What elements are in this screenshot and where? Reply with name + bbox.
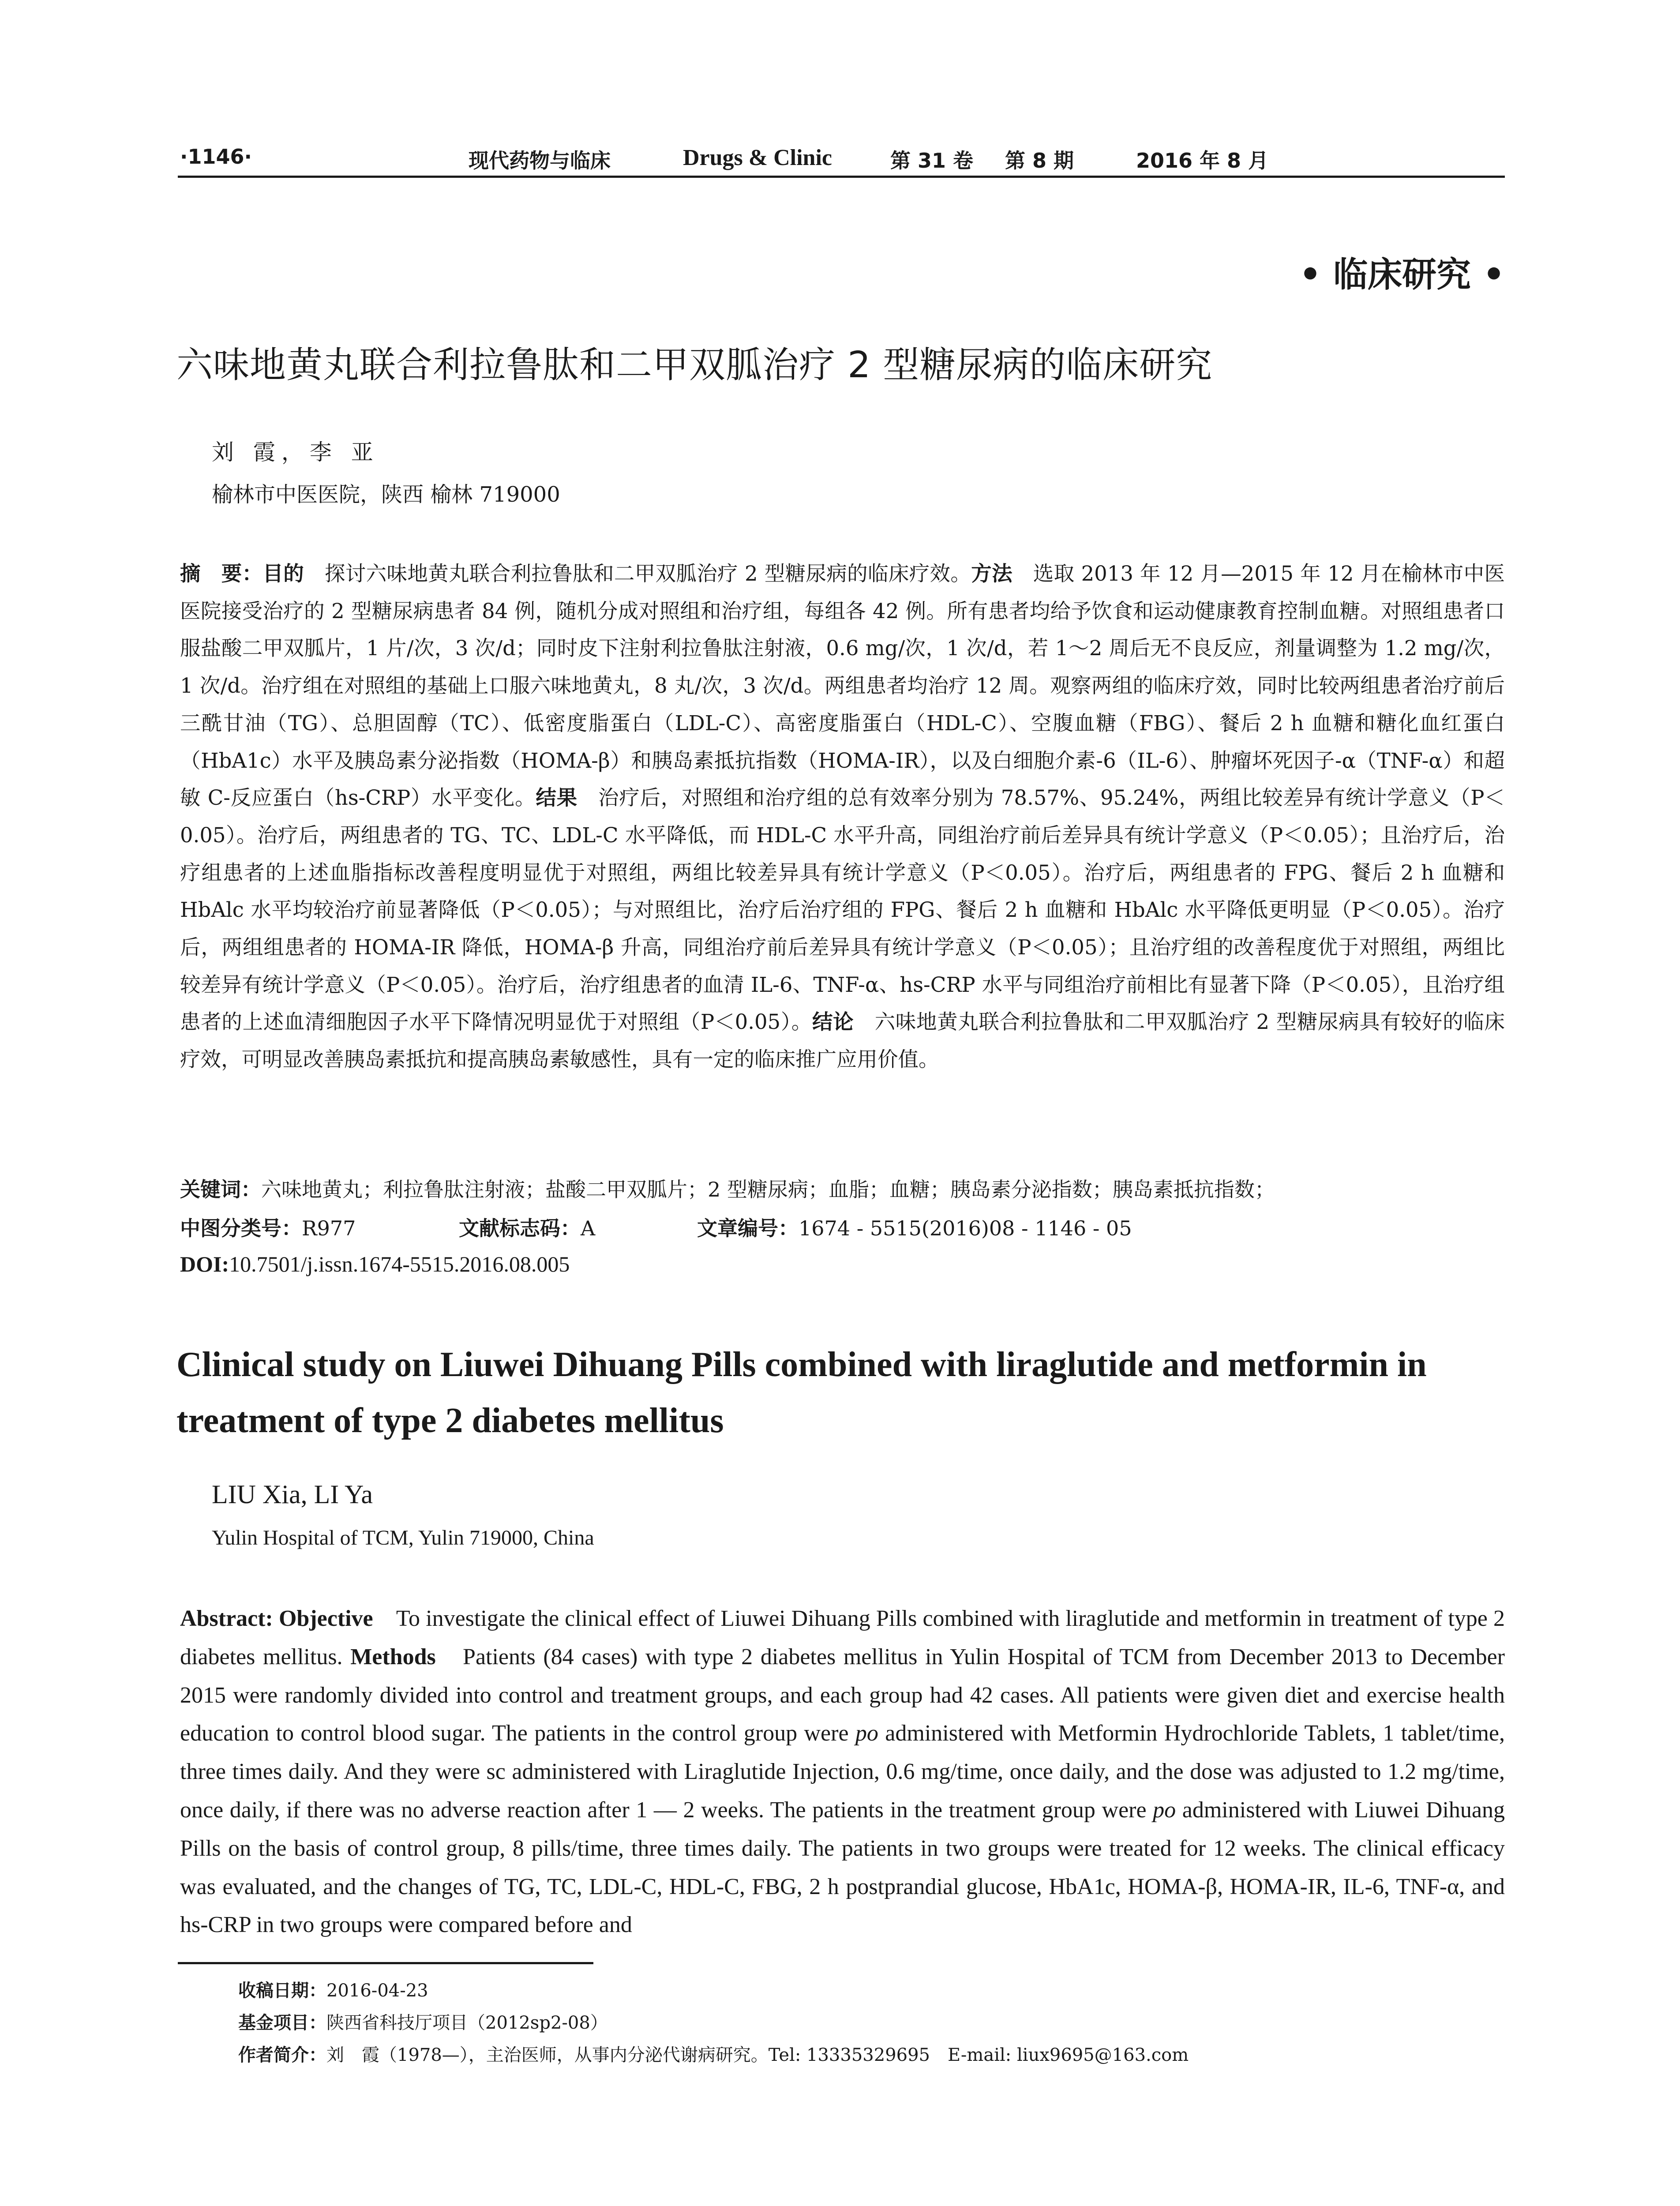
journal-name-en: Drugs & Clinic	[683, 145, 832, 170]
fund-text: 陕西省科技厅项目（2012sp2-08）	[326, 2013, 608, 2033]
article-title-cn: 六味地黄丸联合利拉鲁肽和二甲双胍治疗 2 型糖尿病的临床研究	[176, 344, 1213, 386]
abstract-label-cn: 摘 要：	[180, 562, 263, 585]
article-title-en: Clinical study on Liuwei Dihuang Pills combined with liraglutide and metformin in treatment of type 2 diabetes mellitus	[176, 1345, 1427, 1440]
keywords-label: 关键词：	[180, 1178, 261, 1201]
issue-date: 2016 年 8 月	[1136, 149, 1269, 173]
footnote-fund	[238, 2009, 608, 2034]
po-term-2: po	[1153, 1797, 1176, 1823]
footnote-rule	[178, 1962, 593, 1964]
article-number-value: 1674 - 5515(2016)08 - 1146 - 05	[799, 1216, 1132, 1240]
doc-code-label: 文献标志码：	[459, 1216, 581, 1240]
doi-link[interactable]: 10.7501/j.issn.1674-5515.2016.08.005	[229, 1252, 570, 1276]
conclusion-label-cn: 结论	[812, 1010, 854, 1034]
page-number: ·1146·	[180, 145, 252, 169]
article-number-line	[697, 1212, 1132, 1242]
methods-label-en: Methods	[350, 1644, 436, 1670]
doi-line	[180, 1251, 570, 1277]
affiliation-cn: 榆林市中医医院，陕西 榆林 719000	[212, 482, 560, 507]
methods-label-cn: 方法	[971, 562, 1012, 585]
footnote-received	[238, 1977, 428, 2002]
objective-text-cn: 探讨六味地黄丸联合利拉鲁肽和二甲双胍治疗 2 型糖尿病的临床疗效。	[304, 562, 971, 585]
volume: 第 31 卷	[890, 149, 974, 173]
clc-value: R977	[302, 1216, 356, 1240]
methods-text-cn: 选取 2013 年 12 月—2015 年 12 月在榆林市中医医院接受治疗的 2 型糖尿病患者 84 例，随机分成对照组和治疗组，每组各 42 例。所有患者均给予饮食和运动健康教育控制血糖。对照组患者口服盐酸二甲双胍片，1 片/次，3 次/d；同时皮下注射利拉鲁肽注射液，0.6 mg/次，1 次/d，若 1～2 周后无不良反应，剂量调整为 1.2 mg/次，1 次/d。治疗组在对照组的基础上口服六味地黄丸，8 丸/次，3 次/d。两组患者均治疗 12 周。观察两组的临床疗效，同时比较两组患者治疗前后三酰甘油（TG）、总胆固醇（TC）、低密度脂蛋白（LDL-C）、高密度脂蛋白（HDL-C）、空腹血糖（FBG）、餐后 2 h 血糖和糖化血红蛋白（HbA1c）水平及胰岛素分泌指数（HOMA-β）和胰岛素抵抗指数（HOMA-IR），以及白细胞介素-6（IL-6）、肿瘤坏死因子-α（TNF-α）和超敏 C-反应蛋白（hs-CRP）水平变化。	[180, 562, 1505, 810]
author-bio-label: 作者简介：	[238, 2045, 326, 2065]
footnote-author	[238, 2041, 1189, 2066]
methods-text-en-c: administered with Liuwei Dihuang Pills on the basis of control group, 8 pills/time, three times daily. The patients in two groups were treated for 12 weeks. The clinical efficacy was evaluated, and the changes of TG, TC, LDL-C, HDL-C, FBG, 2 h postprandial glucose, HbA1c, HOMA-β, HOMA-IR, IL-6, TNF-α, and hs-CRP in two groups were compared before and	[180, 1797, 1505, 1938]
methods-text-en-b: administered with Metformin Hydrochloride Tablets, 1 tablet/time, three times daily. And they were sc administered with Liraglutide Injection, 0.6 mg/time, once daily, and the dose was adjusted to 1.2 mg/time, once daily, if there was no adverse reaction after 1 — 2 weeks. The patients in the treatment group were	[180, 1721, 1505, 1823]
conclusion-text-cn: 六味地黄丸联合利拉鲁肽和二甲双胍治疗 2 型糖尿病具有较好的临床疗效，可明显改善胰岛素抵抗和提高胰岛素敏感性，具有一定的临床推广应用价值。	[180, 1010, 1505, 1072]
methods-text-en-a: Patients (84 cases) with type 2 diabetes mellitus in Yulin Hospital of TCM from December 2013 to December 2015 were randomly divided into control and treatment groups, and each group had 42 cases. All patients were given diet and exercise health education to control blood sugar. The patients in the control group were	[180, 1644, 1505, 1746]
clc-label: 中图分类号：	[180, 1216, 302, 1240]
author-bio-text: 刘 霞（1978—），主治医师，从事内分泌代谢病研究。Tel: 13335329695 E-mail: liux9695@163.com	[326, 2045, 1189, 2065]
clc-line	[180, 1212, 356, 1242]
po-term-1: po	[855, 1721, 878, 1746]
received-date: 2016-04-23	[326, 1981, 428, 2001]
fund-label: 基金项目：	[238, 2013, 326, 2033]
abstract-label-en: Abstract: Objective	[180, 1606, 373, 1631]
doc-code-line	[459, 1212, 595, 1242]
objective-label-cn: 目的	[262, 562, 304, 585]
keywords-text: 六味地黄丸；利拉鲁肽注射液；盐酸二甲双胍片；2 型糖尿病；血脂；血糖；胰岛素分泌指数；胰岛素抵抗指数；	[261, 1178, 1275, 1201]
doc-code-value: A	[581, 1216, 596, 1240]
header-rule	[178, 176, 1505, 178]
objective-text-en: To investigate the clinical effect of Liuwei Dihuang Pills combined with liraglutide and metformin in treatment of type 2 diabetes mellitus.	[180, 1606, 1505, 1670]
authors-cn: 刘 霞，李 亚	[212, 439, 379, 465]
keywords-line	[180, 1174, 1275, 1203]
results-label-cn: 结果	[536, 786, 578, 810]
authors-en: LIU Xia, LI Ya	[212, 1480, 373, 1509]
journal-name-cn: 现代药物与临床	[469, 149, 611, 173]
issue: 第 8 期	[1005, 149, 1074, 173]
affiliation-en: Yulin Hospital of TCM, Yulin 719000, China	[212, 1526, 594, 1549]
results-text-cn: 治疗后，对照组和治疗组的总有效率分别为 78.57%、95.24%，两组比较差异有统计学意义（P＜0.05）。治疗后，两组患者的 TG、TC、LDL-C 水平降低，而 HDL-C 水平升高，同组治疗前后差异具有统计学意义（P＜0.05）；且治疗后，治疗组患者的上述血脂指标改善程度明显优于对照组，两组比较差异具有统计学意义（P＜0.05）。治疗后，两组患者的 FPG、餐后 2 h 血糖和 HbAlc 水平均较治疗前显著降低（P＜0.05）；与对照组比，治疗后治疗组的 FPG、餐后 2 h 血糖和 HbAlc 水平降低更明显（P＜0.05）。治疗后，两组组患者的 HOMA-IR 降低，HOMA-β 升高，同组治疗前后差异具有统计学意义（P＜0.05）；且治疗组的改善程度优于对照组，两组比较差异有统计学意义（P＜0.05）。治疗后，治疗组患者的血清 IL-6、TNF-α、hs-CRP 水平与同组治疗前相比有显著下降（P＜0.05），且治疗组患者的上述血清细胞因子水平下降情况明显优于对照组（P＜0.05）。	[180, 786, 1505, 1034]
abstract-cn	[180, 555, 1505, 1078]
received-label: 收稿日期：	[238, 1981, 326, 2001]
section-label: • 临床研究 •	[1299, 255, 1505, 295]
abstract-en	[180, 1600, 1505, 1944]
doi-label: DOI:	[180, 1252, 229, 1276]
article-number-label: 文章编号：	[697, 1216, 799, 1240]
